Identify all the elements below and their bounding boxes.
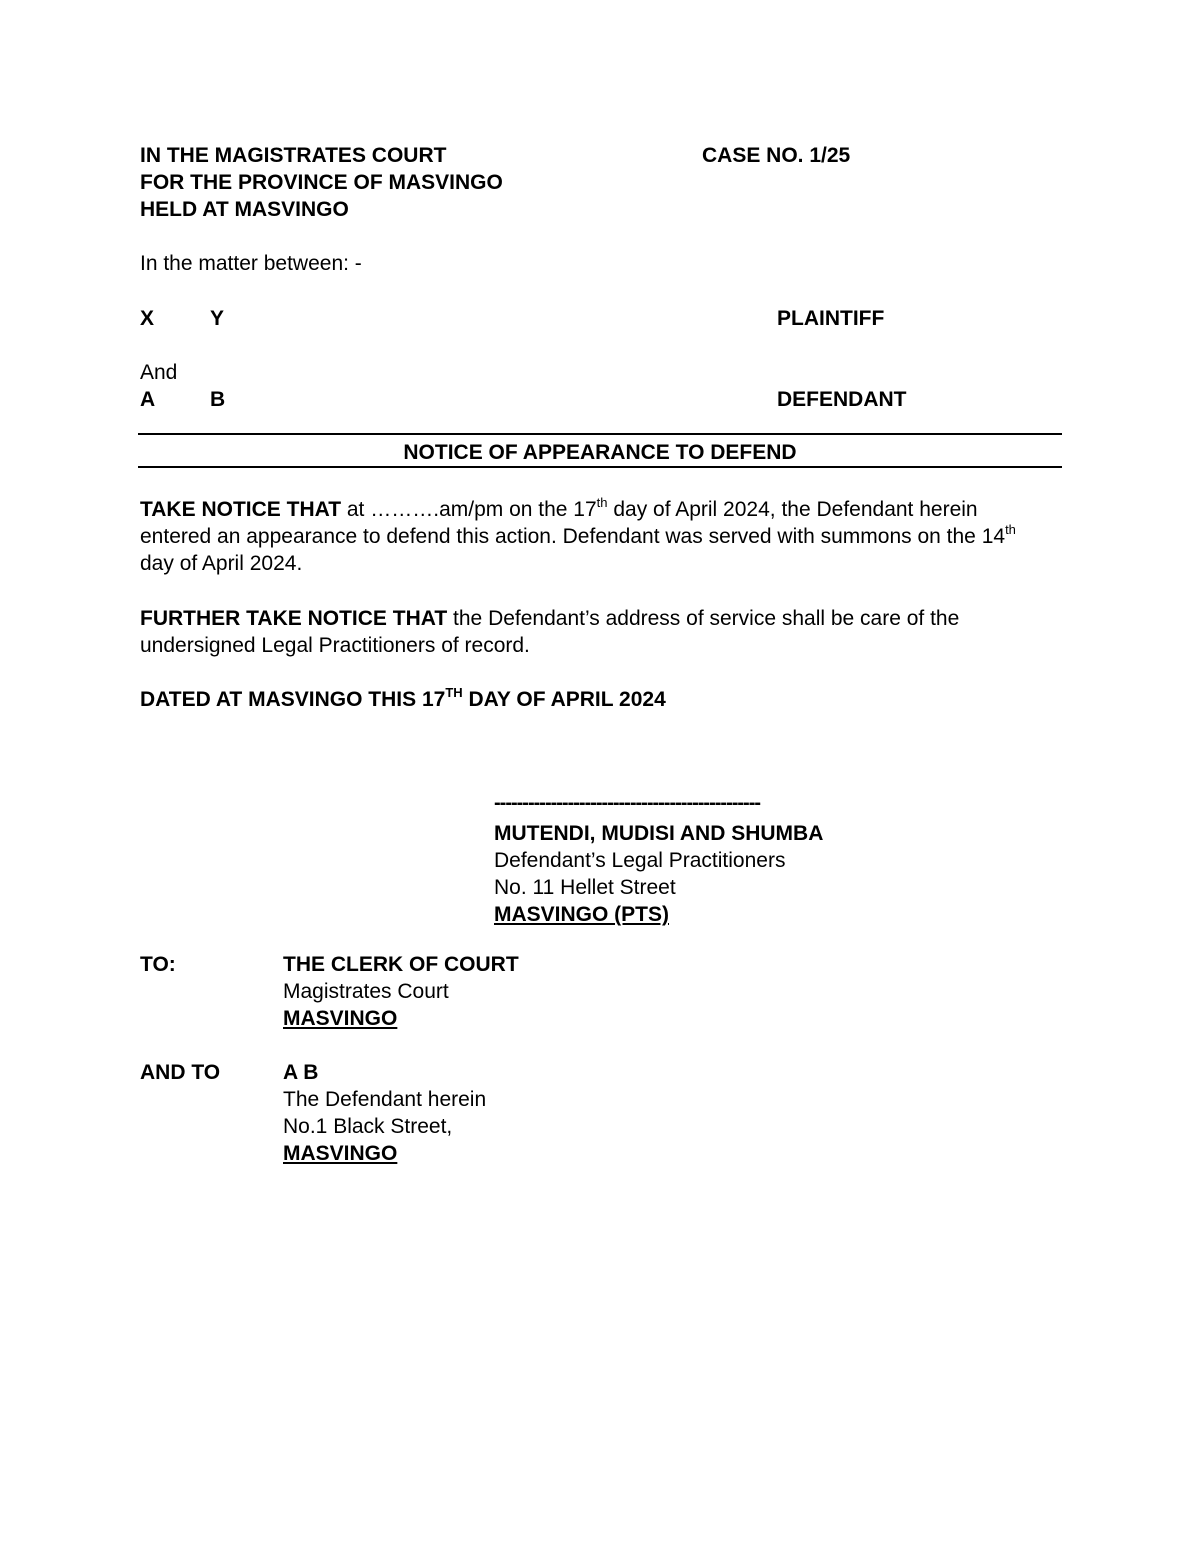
notice-sup-b: th xyxy=(1005,522,1016,537)
defendant-first-name: A xyxy=(140,388,156,411)
firm-city: MASVINGO (PTS) xyxy=(494,903,670,926)
notice-sup-a: th xyxy=(596,495,608,510)
recipient-clerk-name: THE CLERK OF COURT xyxy=(283,953,519,976)
matter-intro: In the matter between: - xyxy=(140,252,362,275)
court-location: HELD AT MASVINGO xyxy=(140,198,349,221)
signature-line: ----------------------------------------------- xyxy=(494,792,761,814)
firm-role: Defendant’s Legal Practitioners xyxy=(494,849,786,872)
party-conjunction: And xyxy=(140,361,178,384)
case-number: CASE NO. 1/25 xyxy=(702,144,851,167)
further-notice-text: the Defendant’s address of service shall be care of the undersigned Legal Practitioners of record. xyxy=(140,607,960,657)
firm-name: MUTENDI, MUDISI AND SHUMBA xyxy=(494,822,824,845)
plaintiff-last-name: Y xyxy=(210,307,225,330)
defendant-role: DEFENDANT xyxy=(777,388,907,411)
document-title: NOTICE OF APPEARANCE TO DEFEND xyxy=(403,441,797,464)
notice-lead: TAKE NOTICE THAT xyxy=(140,498,342,521)
court-province: FOR THE PROVINCE OF MASVINGO xyxy=(140,171,503,194)
notice-text-b: day of April 2024, the Defendant herein entered an appearance to defend this action. Defendant was served with summons on the 14 xyxy=(140,498,1006,548)
dated-sup: TH xyxy=(445,685,463,700)
plaintiff-first-name: X xyxy=(140,307,155,330)
plaintiff-role: PLAINTIFF xyxy=(777,307,885,330)
notice-text-a: at ……….am/pm on the 17 xyxy=(341,498,597,521)
notice-text-c: day of April 2024. xyxy=(140,552,303,575)
firm-address: No. 11 Hellet Street xyxy=(494,876,676,899)
recipient-defendant-name: A B xyxy=(283,1061,319,1084)
recipient-clerk-court: Magistrates Court xyxy=(283,980,449,1003)
title-rule-bottom xyxy=(138,466,1062,468)
further-notice-paragraph xyxy=(140,605,1040,659)
recipient-label-to: TO: xyxy=(140,953,176,976)
recipient-defendant-city: MASVINGO xyxy=(283,1142,398,1165)
court-name: IN THE MAGISTRATES COURT xyxy=(140,144,447,167)
further-notice-lead: FURTHER TAKE NOTICE THAT xyxy=(140,607,448,630)
dated-line xyxy=(140,686,666,713)
dated-text-a: DATED AT MASVINGO THIS 17 xyxy=(140,688,446,711)
recipient-defendant-address: No.1 Black Street, xyxy=(283,1115,453,1138)
recipient-defendant-description: The Defendant herein xyxy=(283,1088,487,1111)
defendant-last-name: B xyxy=(210,388,226,411)
title-rule-top xyxy=(138,433,1062,435)
recipient-clerk-city: MASVINGO xyxy=(283,1007,398,1030)
dated-text-b: DAY OF APRIL 2024 xyxy=(462,688,666,711)
notice-paragraph xyxy=(140,496,1040,577)
recipient-label-and-to: AND TO xyxy=(140,1061,221,1084)
